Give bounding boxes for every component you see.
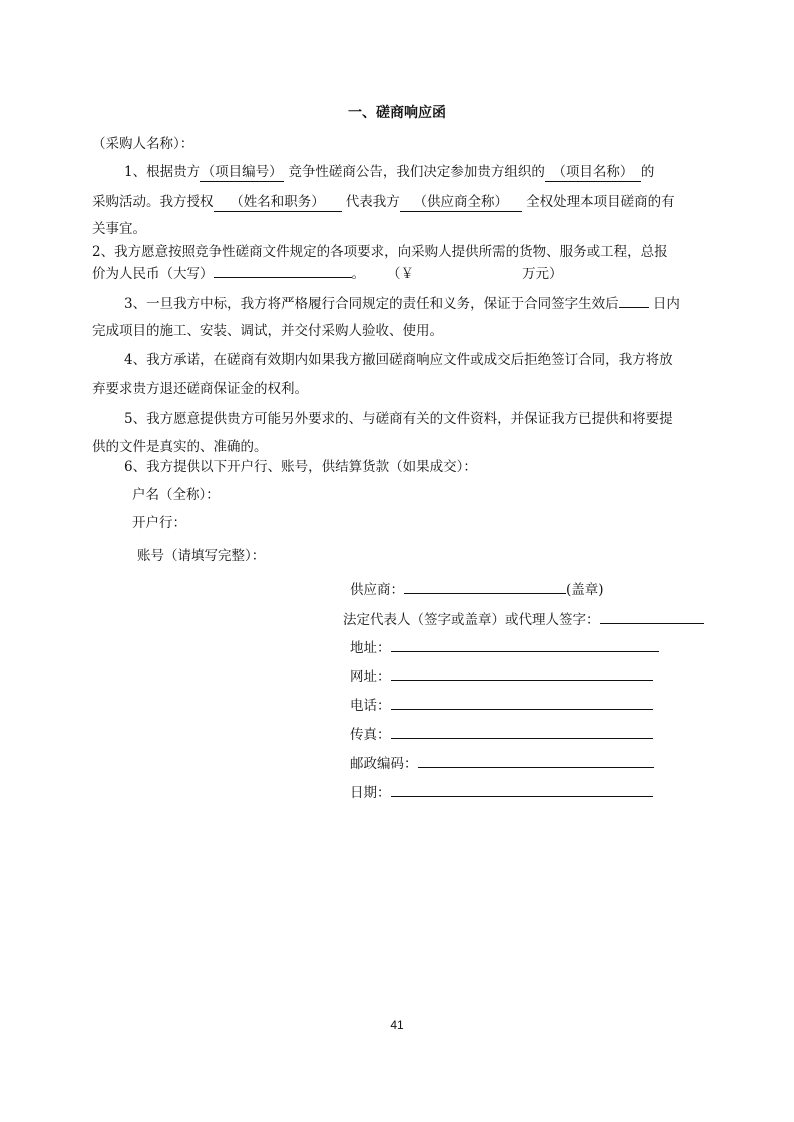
rep-row (343, 608, 704, 630)
supplier-fullname-field[interactable]: （供应商全称） (400, 194, 522, 212)
page-number: 41 (390, 1018, 404, 1032)
supplier-field[interactable] (404, 578, 566, 594)
project-number-field[interactable]: （项目编号） (201, 164, 283, 180)
address-field[interactable] (391, 636, 659, 652)
website-row (350, 665, 653, 687)
rep-label: 法定代表人（签字或盖章）或代理人签字： (343, 612, 600, 628)
para2-text: 。 (351, 266, 365, 282)
para1-text: 竞争性磋商公告，我们决定参加贵方组织的 (284, 164, 545, 180)
rep-signature-field[interactable] (600, 608, 704, 624)
para5-line1: 5、我方愿意提供贵方可能另外要求的、与磋商有关的文件资料，并保证我方已提供和将要提 (124, 411, 673, 427)
para3-text: 3、一旦我方中标，我方将严格履行合同规定的责任和义务，保证于合同签字生效后 (124, 296, 619, 312)
postcode-field[interactable] (418, 752, 654, 768)
postcode-row (350, 752, 654, 774)
para6-line: 6、我方提供以下开户行、账号，供结算货款（如果成交）： (124, 459, 477, 475)
supplier-label: 供应商： (350, 582, 404, 598)
price-yen-label: （￥ (387, 266, 414, 282)
days-field[interactable] (619, 292, 649, 308)
name-title-field[interactable]: （姓名和职务） (214, 194, 342, 212)
bank-label: 开户行： (132, 515, 186, 531)
price-words-field[interactable] (214, 262, 352, 278)
para4-line1: 4、我方承诺，在磋商有效期内如果我方撤回磋商响应文件或成交后拒绝签订合同，我方将放 (124, 352, 673, 368)
para1-text: 全权处理本项目磋商的有 (521, 194, 675, 210)
fax-field[interactable] (391, 723, 653, 739)
seal-label: (盖章) (566, 582, 604, 598)
postcode-label: 邮政编码： (350, 756, 418, 772)
para1-line3: 关事宜。 (92, 221, 146, 237)
para3-text: 日内 (648, 296, 680, 312)
para1-text: 代表我方 (341, 194, 400, 210)
date-row (350, 781, 653, 803)
project-name-field[interactable]: （项目名称） (545, 164, 641, 182)
fax-row (350, 723, 653, 745)
para2-line1: 2、我方愿意按照竞争性磋商文件规定的各项要求，向采购人提供所需的货物、服务或工程，总报 (92, 244, 668, 260)
page-title: 一、磋商响应函 (348, 105, 446, 121)
para1-line2 (92, 192, 675, 212)
phone-label: 电话： (350, 698, 391, 714)
website-label: 网址： (350, 669, 391, 685)
para3-line1 (124, 292, 680, 314)
supplier-row (350, 578, 604, 600)
para2-text: 价为人民币（大写） (92, 266, 214, 282)
address-row (350, 636, 659, 658)
phone-field[interactable] (391, 694, 653, 710)
fax-label: 传真： (350, 727, 391, 743)
para3-line2: 完成项目的施工、安装、调试，并交付采购人验收、使用。 (92, 323, 443, 339)
account-name-label: 户名（全称）： (132, 487, 220, 503)
para1-text: 的 (640, 164, 655, 180)
website-field[interactable] (391, 665, 653, 681)
price-unit-label: 万元） (522, 266, 563, 282)
para1-text: 采购活动。我方授权 (92, 194, 214, 210)
para2-line2 (92, 262, 563, 284)
para1-text: 1、根据贵方 (124, 164, 201, 180)
address-label: 地址： (350, 640, 391, 656)
account-number-label: 账号（请填写完整）： (137, 548, 266, 564)
phone-row (350, 694, 653, 716)
para5-line2: 供的文件是真实的、准确的。 (92, 439, 268, 455)
addressee-line: （采购人名称）： (92, 136, 194, 152)
para1-line1 (124, 162, 654, 182)
para4-line2: 弃要求贵方退还磋商保证金的权利。 (92, 381, 308, 397)
date-label: 日期： (350, 785, 391, 801)
date-field[interactable] (391, 781, 653, 797)
